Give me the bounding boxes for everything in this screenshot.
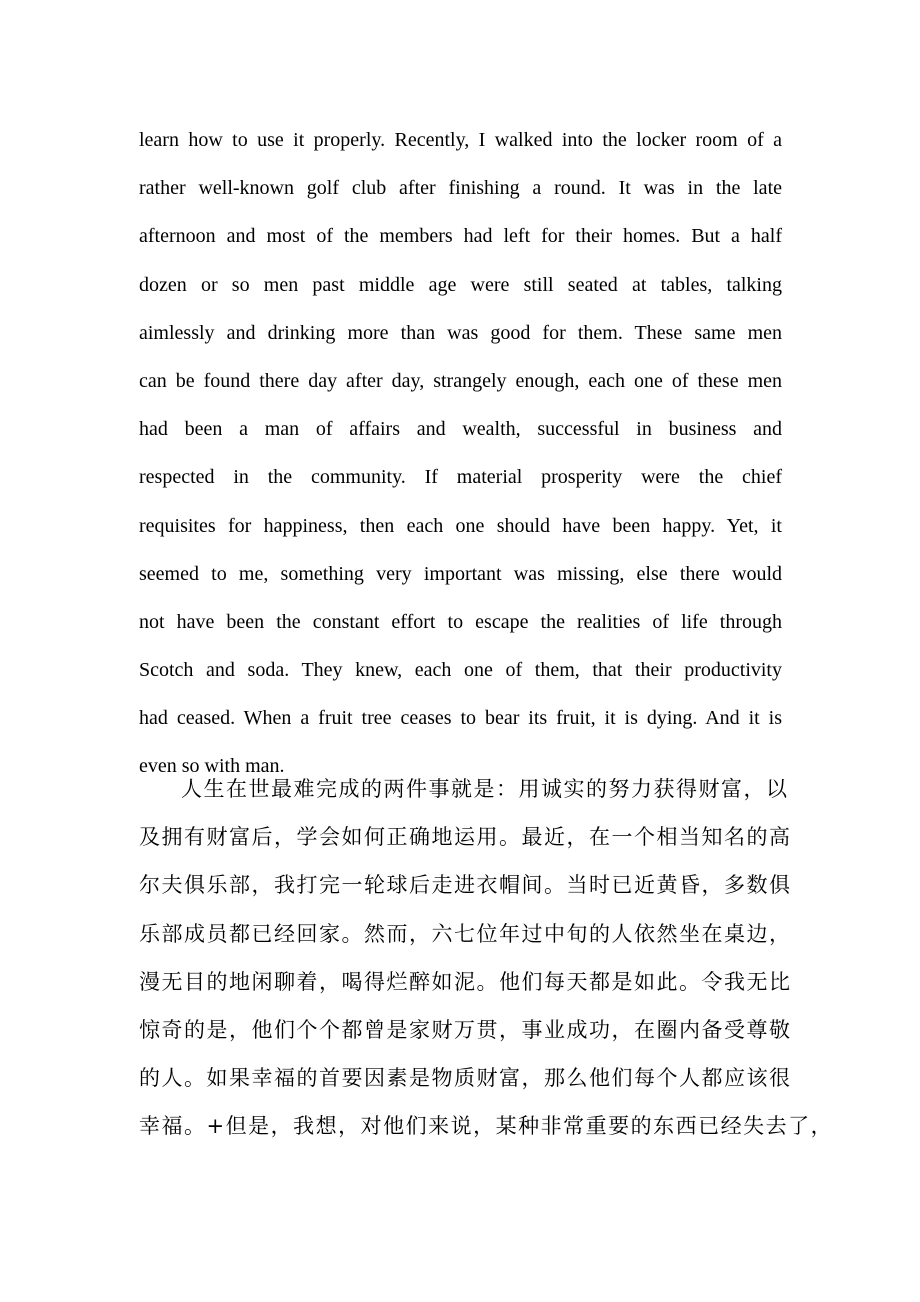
chinese-line: 的人。如果幸福的首要因素是物质财富，那么他们每个人都应该很 — [139, 1066, 792, 1091]
english-line: not have been the constant effort to escape the realities of life through — [139, 610, 782, 633]
english-line: had ceased. When a fruit tree ceases to bear its fruit, it is dying. And it is — [139, 707, 782, 730]
english-line: requisites for happiness, then each one should have been happy. Yet, it — [139, 514, 782, 537]
english-paragraph — [139, 116, 782, 791]
english-line: can be found there day after day, strangely enough, each one of these men — [139, 369, 782, 392]
chinese-line: 乐部成员都已经回家。然而，六七位年过中旬的人依然坐在桌边， — [139, 921, 792, 946]
english-line: aimlessly and drinking more than was good for them. These same men — [139, 321, 782, 344]
english-line: rather well-known golf club after finishing a round. It was in the late — [139, 177, 782, 200]
chinese-line: 人生在世最难完成的两件事就是：用诚实的努力获得财富，以 — [181, 777, 789, 801]
chinese-line: 漫无目的地闲聊着，喝得烂醉如泥。他们每天都是如此。令我无比 — [139, 969, 792, 994]
english-line: had been a man of affairs and wealth, successful in business and — [139, 418, 782, 441]
chinese-line: 惊奇的是，他们个个都曾是家财万贯，事业成功，在圈内备受尊敬 — [139, 1017, 792, 1042]
chinese-line: 尔夫俱乐部，我打完一轮球后走进衣帽间。当时已近黄昏，多数俱 — [139, 873, 792, 898]
chinese-line: 及拥有财富后，学会如何正确地运用。最近，在一个相当知名的高 — [139, 825, 792, 850]
english-line: learn how to use it properly. Recently, I walked into the locker room of a — [139, 129, 782, 151]
english-line: Scotch and soda. They knew, each one of them, that their productivity — [139, 659, 782, 682]
english-line: dozen or so men past middle age were still seated at tables, talking — [139, 273, 782, 296]
chinese-paragraph — [139, 765, 834, 1151]
english-line: afternoon and most of the members had left for their homes. But a half — [139, 225, 782, 248]
english-line: seemed to me, something very important was missing, else there would — [139, 562, 782, 585]
english-line: respected in the community. If material prosperity were the chief — [139, 466, 782, 489]
chinese-line: 幸福。+但是，我想，对他们来说，某种非常重要的东西已经失去了， — [139, 1114, 834, 1139]
english-line: even so with man. — [139, 755, 285, 778]
